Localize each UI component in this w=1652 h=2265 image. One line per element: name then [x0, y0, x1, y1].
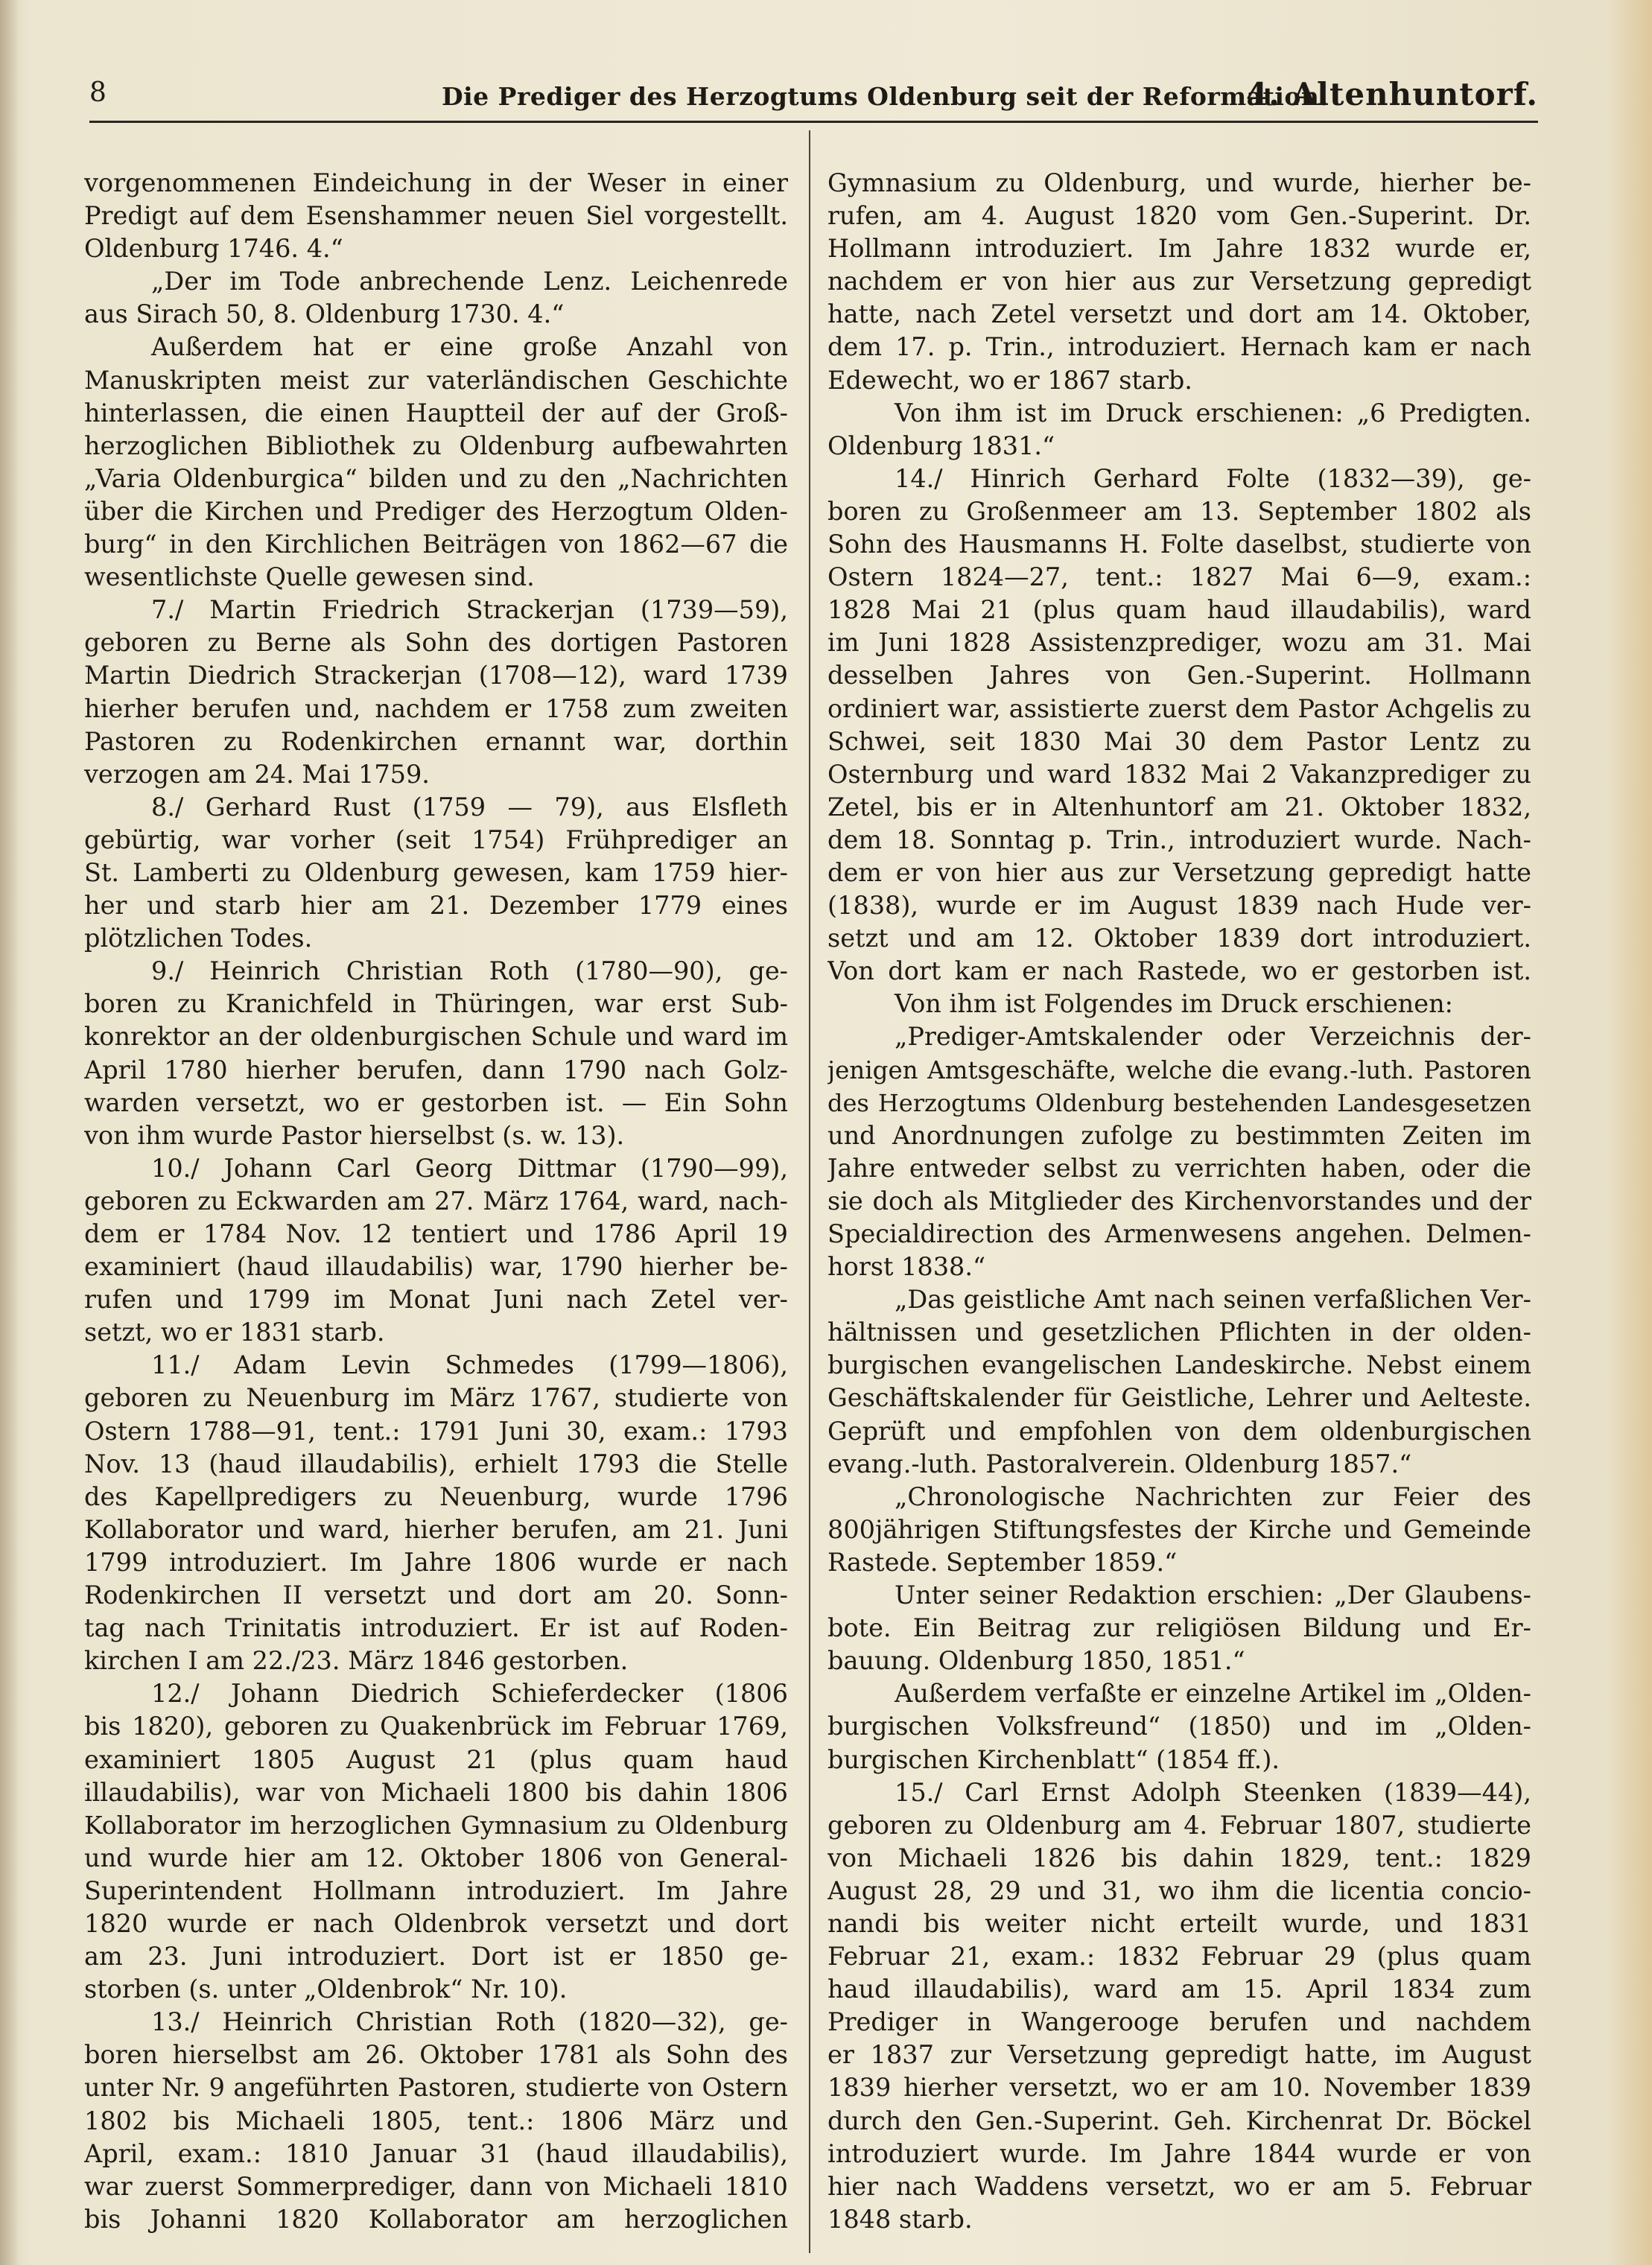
- text-line: wesentlichste Quelle gewesen sind.: [84, 562, 535, 592]
- text-line: 7./ Martin Friedrich Strackerjan (1739—59),: [151, 595, 788, 625]
- text-line: 1799 introduziert. Im Jahre 1806 wurde er nach: [84, 1547, 788, 1577]
- text-line: 1828 Mai 21 (plus quam haud illaudabilis), ward: [827, 595, 1531, 625]
- text-line: St. Lamberti zu Oldenburg gewesen, kam 1759 hier-: [84, 857, 788, 887]
- text-line: hierher berufen und, nachdem er 1758 zum zweiten: [84, 693, 788, 723]
- text-line: Kollaborator im herzoglichen Gymnasium zu Oldenburg: [84, 1810, 788, 1840]
- text-line: Von ihm ist im Druck erschienen: „6 Predigten.: [895, 398, 1531, 428]
- text-line: boren zu Kranichfeld in Thüringen, war erst Sub-: [84, 989, 788, 1019]
- text-line: geboren zu Eckwarden am 27. März 1764, ward, nach-: [84, 1186, 788, 1216]
- text-line: April, exam.: 1810 Januar 31 (haud illaudabilis),: [84, 2138, 788, 2168]
- text-line: 9./ Heinrich Christian Roth (1780—90), ge-: [151, 956, 788, 986]
- text-line: Zetel, bis er in Altenhuntorf am 21. Oktober 1832,: [827, 792, 1531, 822]
- text-line: kirchen I am 22./23. März 1846 gestorben.: [84, 1646, 629, 1676]
- text-line: nandi bis weiter nicht erteilt wurde, und 1831: [827, 1908, 1531, 1938]
- text-line: aus Sirach 50, 8. Oldenburg 1730. 4.“: [84, 299, 565, 329]
- text-line: April 1780 hierher berufen, dann 1790 nach Golz-: [84, 1055, 788, 1084]
- text-line: Manuskripten meist zur vaterländischen Geschichte: [84, 365, 788, 395]
- text-line: burgischen Kirchenblatt“ (1854 ff.).: [827, 1744, 1280, 1774]
- text-line: Predigt auf dem Esenshammer neuen Siel vorgestellt.: [84, 201, 788, 231]
- text-line: burgischen Volksfreund“ (1850) und im „Olden-: [827, 1712, 1531, 1741]
- text-line: hältnissen und gesetzlichen Pflichten in der olden-: [827, 1318, 1531, 1347]
- text-line: „Prediger-Amtskalender oder Verzeichnis der-: [895, 1022, 1531, 1052]
- text-line: rufen, am 4. August 1820 vom Gen.-Superint. Dr.: [827, 201, 1531, 231]
- text-line: und wurde hier am 12. Oktober 1806 von General-: [84, 1843, 788, 1872]
- text-line: Edewecht, wo er 1867 starb.: [827, 365, 1192, 395]
- text-line: Oldenburg 1831.“: [827, 431, 1055, 460]
- text-line: August 28, 29 und 31, wo ihm die licentia concio-: [827, 1875, 1531, 1905]
- text-line: desselben Jahres von Gen.-Superint. Hollmann: [827, 661, 1531, 690]
- right-text-column: [827, 167, 1531, 2236]
- text-line: „Das geistliche Amt nach seinen verfaßlichen Ver-: [895, 1285, 1531, 1315]
- text-line: Geprüft und empfohlen von dem oldenburgischen: [827, 1416, 1531, 1446]
- text-line: 12./ Johann Diedrich Schieferdecker (1806: [151, 1679, 788, 1709]
- text-line: Von dort kam er nach Rastede, wo er gestorben ist.: [827, 956, 1531, 986]
- text-line: rufen und 1799 im Monat Juni nach Zetel ver-: [84, 1285, 788, 1315]
- section-title: 4. Altenhuntorf.: [1245, 76, 1538, 112]
- text-line: war zuerst Sommerprediger, dann von Michaeli 1810: [84, 2171, 788, 2201]
- text-line: 10./ Johann Carl Georg Dittmar (1790—99),: [151, 1153, 788, 1183]
- text-line: am 23. Juni introduziert. Dort ist er 1850 ge-: [84, 1942, 788, 1972]
- text-line: bis 1820), geboren zu Quakenbrück im Februar 1769,: [84, 1712, 788, 1741]
- text-line: bis Johanni 1820 Kollaborator am herzoglichen: [84, 2204, 788, 2234]
- text-line: des Kapellpredigers zu Neuenburg, wurde 1796: [84, 1481, 788, 1511]
- text-line: plötzlichen Todes.: [84, 924, 313, 953]
- text-line: hinterlassen, die einen Hauptteil der auf der Groß-: [84, 398, 788, 428]
- text-line: Specialdirection des Armenwesens angehen. Delmen-: [827, 1219, 1531, 1248]
- text-line: jenigen Amtsgeschäfte, welche die evang.-luth. Pastoren: [827, 1055, 1531, 1084]
- text-line: 1820 wurde er nach Oldenbrok versetzt und dort: [84, 1908, 788, 1938]
- text-line: 8./ Gerhard Rust (1759 — 79), aus Elsfleth: [151, 792, 788, 822]
- text-line: geboren zu Berne als Sohn des dortigen Pastoren: [84, 628, 788, 658]
- text-line: im Juni 1828 Assistenzprediger, wozu am 31. Mai: [827, 628, 1531, 658]
- text-line: „Varia Oldenburgica“ bilden und zu den „Nachrichten: [84, 463, 788, 493]
- text-line: gebürtig, war vorher (seit 1754) Frühprediger an: [84, 825, 788, 854]
- text-line: 800jährigen Stiftungsfestes der Kirche und Gemeinde: [827, 1514, 1531, 1544]
- text-line: Außerdem hat er eine große Anzahl von: [151, 332, 788, 362]
- text-line: burgischen evangelischen Landeskirche. Nebst einem: [827, 1350, 1531, 1380]
- header-rule: [89, 121, 1538, 123]
- text-line: hatte, nach Zetel versetzt und dort am 14. Oktober,: [827, 299, 1531, 329]
- text-line: storben (s. unter „Oldenbrok“ Nr. 10).: [84, 1975, 568, 2004]
- text-line: Rodenkirchen II versetzt und dort am 20. Sonn-: [84, 1581, 788, 1610]
- text-line: „Chronologische Nachrichten zur Feier des: [895, 1481, 1531, 1511]
- text-line: Von ihm ist Folgendes im Druck erschienen:: [895, 989, 1453, 1019]
- text-line: durch den Gen.-Superint. Geh. Kirchenrat Dr. Böckel: [827, 2106, 1531, 2135]
- text-line: Außerdem verfaßte er einzelne Artikel im „Olden-: [895, 1679, 1531, 1709]
- page-header: [89, 72, 1538, 124]
- text-line: horst 1838.“: [827, 1252, 986, 1282]
- text-line: konrektor an der oldenburgischen Schule und ward im: [84, 1022, 788, 1052]
- text-line: haud illaudabilis), ward am 15. April 1834 zum: [827, 1975, 1531, 2004]
- page-edge-stain: [1607, 0, 1652, 2265]
- text-line: bote. Ein Beitrag zur religiösen Bildung und Er-: [827, 1613, 1531, 1643]
- text-line: Osternburg und ward 1832 Mai 2 Vakanzprediger zu: [827, 759, 1531, 789]
- running-title: Die Prediger des Herzogtums Oldenburg seit der Reformation.: [442, 82, 1329, 111]
- text-line: burg“ in den Kirchlichen Beiträgen von 1862—67 die: [84, 530, 788, 559]
- column-divider: [809, 130, 810, 2253]
- text-line: nachdem er von hier aus zur Versetzung gepredigt: [827, 267, 1531, 296]
- text-line: und Anordnungen zufolge zu bestimmten Zeiten im: [827, 1120, 1531, 1150]
- text-line: examiniert (haud illaudabilis) war, 1790 hierher be-: [84, 1252, 788, 1282]
- text-line: Prediger in Wangerooge berufen und nachdem: [827, 2007, 1531, 2037]
- page-number: 8: [89, 77, 107, 108]
- text-line: Superintendent Hollmann introduziert. Im Jahre: [84, 1875, 788, 1905]
- text-line: (1838), wurde er im August 1839 nach Hude ver-: [827, 891, 1531, 921]
- text-line: bauung. Oldenburg 1850, 1851.“: [827, 1646, 1245, 1676]
- text-line: introduziert wurde. Im Jahre 1844 wurde er von: [827, 2138, 1531, 2168]
- text-line: evang.-luth. Pastoralverein. Oldenburg 1857.“: [827, 1449, 1412, 1478]
- text-line: Sohn des Hausmanns H. Folte daselbst, studierte von: [827, 530, 1531, 559]
- text-line: examiniert 1805 August 21 (plus quam haud: [84, 1744, 788, 1774]
- binding-shadow: [0, 0, 19, 2265]
- text-line: über die Kirchen und Prediger des Herzogtum Olden-: [84, 496, 788, 526]
- text-line: setzt, wo er 1831 starb.: [84, 1318, 385, 1347]
- text-line: 14./ Hinrich Gerhard Folte (1832—39), ge-: [895, 463, 1531, 493]
- text-line: vorgenommenen Eindeichung in der Weser in einer: [84, 168, 788, 197]
- text-line: Martin Diedrich Strackerjan (1708—12), ward 1739: [84, 661, 788, 690]
- text-line: Rastede. September 1859.“: [827, 1547, 1178, 1577]
- text-line: 13./ Heinrich Christian Roth (1820—32), ge-: [151, 2007, 788, 2037]
- text-line: 15./ Carl Ernst Adolph Steenken (1839—44),: [895, 1777, 1531, 1807]
- text-line: dem er 1784 Nov. 12 tentiert und 1786 April 19: [84, 1219, 788, 1248]
- text-line: Geschäftskalender für Geistliche, Lehrer und Aelteste.: [827, 1383, 1531, 1413]
- text-line: Nov. 13 (haud illaudabilis), erhielt 1793 die Stelle: [84, 1449, 788, 1478]
- text-line: ordiniert war, assistierte zuerst dem Pastor Achgelis zu: [827, 693, 1531, 723]
- text-line: Pastoren zu Rodenkirchen ernannt war, dorthin: [84, 726, 788, 756]
- text-line: boren hierselbst am 26. Oktober 1781 als Sohn des: [84, 2040, 788, 2070]
- text-line: Jahre entweder selbst zu verrichten haben, oder die: [827, 1153, 1531, 1183]
- text-line: Kollaborator und ward, hierher berufen, am 21. Juni: [84, 1514, 788, 1544]
- text-line: „Der im Tode anbrechende Lenz. Leichenrede: [151, 267, 788, 296]
- text-line: von ihm wurde Pastor hierselbst (s. w. 13).: [84, 1120, 625, 1150]
- text-line: Ostern 1788—91, tent.: 1791 Juni 30, exam.: 1793: [84, 1416, 788, 1446]
- text-line: dem 18. Sonntag p. Trin., introduziert wurde. Nach-: [827, 825, 1531, 854]
- text-line: verzogen am 24. Mai 1759.: [84, 759, 430, 789]
- text-line: 11./ Adam Levin Schmedes (1799—1806),: [151, 1350, 788, 1380]
- text-line: des Herzogtums Oldenburg bestehenden Landesgesetzen: [827, 1088, 1531, 1117]
- text-line: hier nach Waddens versetzt, wo er am 5. Februar: [827, 2171, 1531, 2201]
- text-line: dem 17. p. Trin., introduziert. Hernach kam er nach: [827, 332, 1531, 362]
- text-line: 1848 starb.: [827, 2204, 973, 2234]
- text-line: Unter seiner Redaktion erschien: „Der Glaubens-: [895, 1581, 1531, 1610]
- text-line: boren zu Großenmeer am 13. September 1802 als: [827, 496, 1531, 526]
- text-line: dem er von hier aus zur Versetzung gepredigt hatte: [827, 857, 1531, 887]
- text-line: illaudabilis), war von Michaeli 1800 bis dahin 1806: [84, 1777, 788, 1807]
- text-line: tag nach Trinitatis introduziert. Er ist auf Roden-: [84, 1613, 788, 1643]
- text-line: Hollmann introduziert. Im Jahre 1832 wurde er,: [827, 234, 1531, 264]
- text-line: geboren zu Oldenburg am 4. Februar 1807, studierte: [827, 1810, 1531, 1840]
- text-line: setzt und am 12. Oktober 1839 dort introduziert.: [827, 924, 1531, 953]
- text-line: Gymnasium zu Oldenburg, und wurde, hierher be-: [827, 168, 1531, 197]
- text-line: unter Nr. 9 angeführten Pastoren, studierte von Ostern: [84, 2073, 788, 2103]
- text-line: er 1837 zur Versetzung gepredigt hatte, im August: [827, 2040, 1531, 2070]
- text-line: Oldenburg 1746. 4.“: [84, 234, 343, 264]
- text-line: 1839 hierher versetzt, wo er am 10. November 1839: [827, 2073, 1531, 2103]
- text-line: von Michaeli 1826 bis dahin 1829, tent.: 1829: [827, 1843, 1531, 1872]
- text-line: 1802 bis Michaeli 1805, tent.: 1806 März und: [84, 2106, 788, 2135]
- left-text-column: [84, 167, 788, 2236]
- text-line: herzoglichen Bibliothek zu Oldenburg aufbewahrten: [84, 431, 788, 460]
- text-line: warden versetzt, wo er gestorben ist. — Ein Sohn: [84, 1087, 788, 1117]
- text-line: Schwei, seit 1830 Mai 30 dem Pastor Lentz zu: [827, 726, 1531, 756]
- text-line: sie doch als Mitglieder des Kirchenvorstandes und der: [827, 1186, 1531, 1216]
- text-line: Ostern 1824—27, tent.: 1827 Mai 6—9, exam.:: [827, 562, 1531, 592]
- text-line: her und starb hier am 21. Dezember 1779 eines: [84, 891, 788, 921]
- text-line: geboren zu Neuenburg im März 1767, studierte von: [84, 1383, 788, 1413]
- text-line: Februar 21, exam.: 1832 Februar 29 (plus quam: [827, 1942, 1531, 1972]
